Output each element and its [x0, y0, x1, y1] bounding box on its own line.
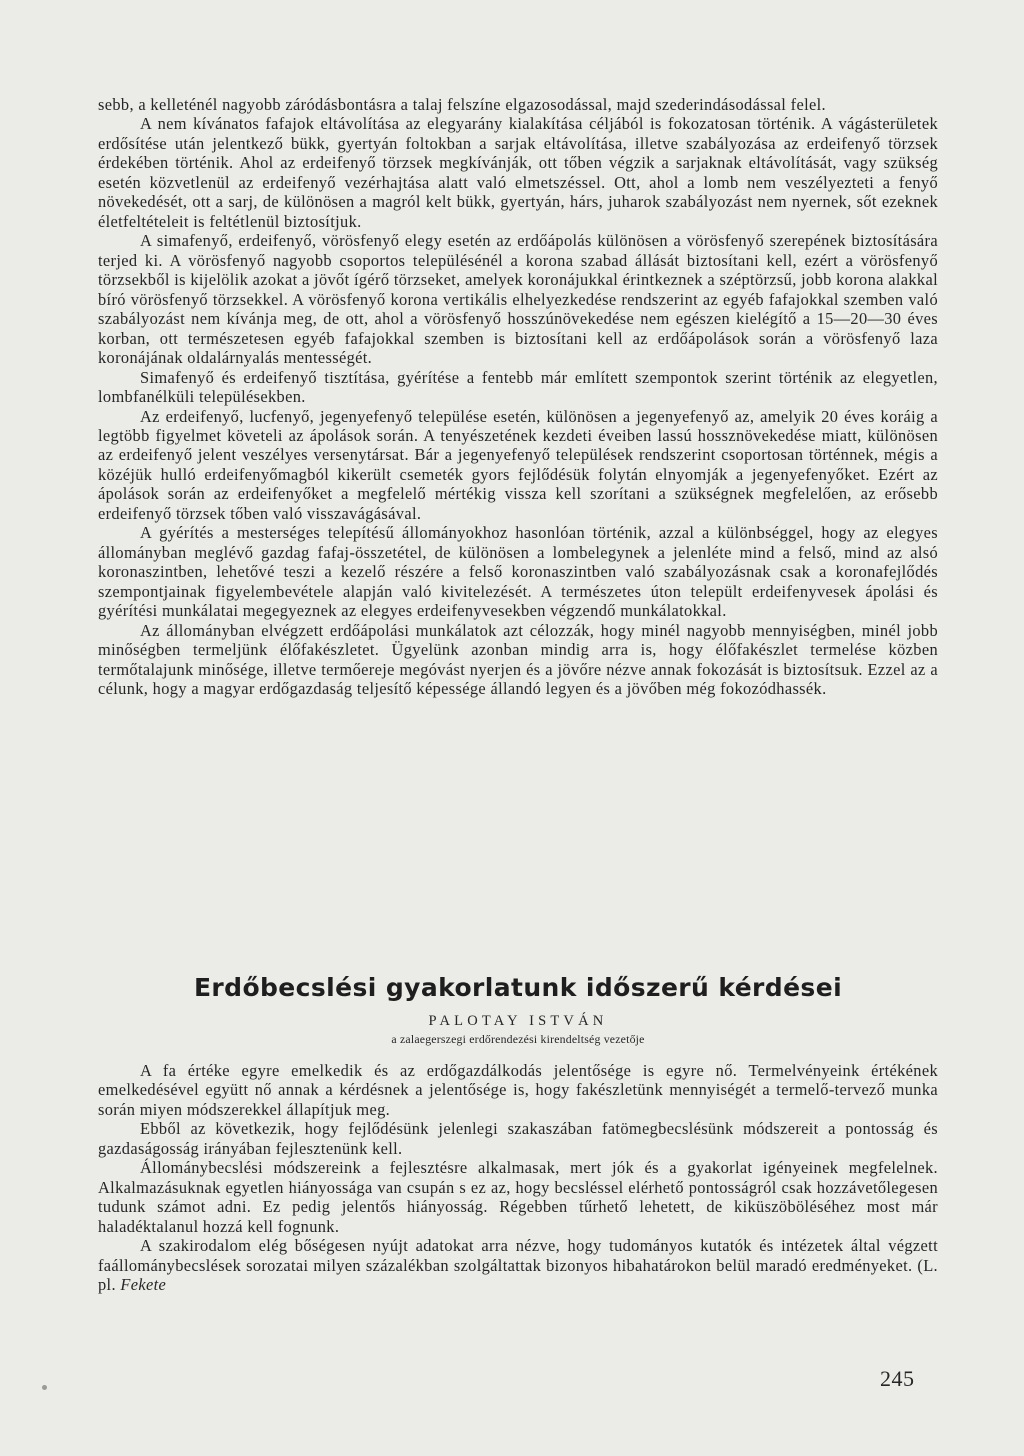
paragraph: A fa értéke egyre emelkedik és az erdőgazdálkodás jelentősége is egyre nő. Termelvényeink értékének emelkedésével együtt nő annak a kérdésnek a jelentősége is, hogy fakészletünk mennyiségét a termelő-tervező munka során miyen módszerekkel állapítjuk meg. [98, 1061, 938, 1119]
article-title: Erdőbecslési gyakorlatunk időszerű kérdései [193, 973, 843, 1002]
article-author: PALOTAY ISTVÁN [428, 1013, 608, 1029]
paragraph: A gyérítés a mesterséges telepítésű állományokhoz hasonlóan történik, azzal a különbséggel, hogy az elegyes állományban meglévő gazdag fafaj-összetétel, de különösen a lombelegynek a jelenléte mind a felső, mind az alsó koronaszintben, lehetővé teszi a kezelő részére a felső koronaszintben való szabályozásnak csak a koronafejlődés szempontjainak figyelembevétele alapján való kivitelezését. A természetes úton települt erdeifenyvesek ápolási és gyérítési munkálatai megegyeznek az elegyes erdeifenyvesekben végzendő munkálatokkal. [98, 523, 938, 621]
paragraph: sebb, a kelleténél nagyobb záródásbontásra a talaj felszíne elgazosodással, majd szederindásodással felel. [98, 95, 826, 114]
paragraph: Simafenyő és erdeifenyő tisztítása, gyérítése a fentebb már említett szempontok szerint történik az elegyetlen, lombfanélküli településekben. [98, 367, 938, 407]
paragraph: Az erdeifenyő, lucfenyő, jegenyefenyő települése esetén, különösen a jegenyefenyő az, amelyik 20 éves koráig a legtöbb figyelmet követeli az ápolások során. A tenyészetének kezdeti éveiben lassú hossznövekedése miatt, különösen az erdeifenyő jelent veszélyes versenytársat. Bár a jegenyefenyő települések rendszerint csoportosan történnek, mégis a közéjük hulló erdeifenyőmagból kikerült csemeték gyors fejlődésük folytán elnyomják a jegenyefenyőket. Ezért az ápolások során az erdeifenyőket a megfelelő mértékig vissza kell szorítani a szükségnek megfelelően, az erősebb erdeifenyő törzsek tőben való visszavágásával. [98, 406, 938, 523]
paragraph: A nem kívánatos fafajok eltávolítása az elegyarány kialakítása céljából is fokozatosan történik. A vágásterületek erdősítése után jelentkező bükk, gyertyán foltokban a sarjak eltávolítása, illetve szabályozása az erdeifenyő törzsek érdekében történik. Ahol az erdeifenyő törzsek megkívánják, ott tőben végzik a sarjaknak eltávolítását, vagy szükség esetén közvetlenül az erdeifenyő vezérhajtása alatt való elmetszéssel. Ott, ahol a lomb nem veszélyezteti a fenyő növekedését, ott a sarj, de különösen a magról kelt bükk, gyertyán, hárs, juharok szabályozást nem nyernek, sőt ezeknek életfeltételeit is feltétlenül biztosítjuk. [98, 114, 938, 231]
page-number: 245 [880, 1366, 915, 1391]
cited-author: Fekete [120, 1275, 167, 1295]
paragraph: Ebből az következik, hogy fejlődésünk jelenlegi szakaszában fatömegbecslésünk módszereit a pontosság és gazdaságosság irányában fejlesztenünk kell. [98, 1119, 938, 1158]
new-article-text [98, 1061, 938, 1295]
paragraph: Az állományban elvégzett erdőápolási munkálatok azt célozzák, hogy minél nagyobb mennyiségben, minél jobb minőségben termeljünk élőfakészletet. Ügyelünk azonban mindig arra is, hogy élőfakészlet termelése közben termőtalajunk minősége, illetve termőereje megóvást nyerjen és a jövőre nézve annak fokozását is biztosítsuk. Ezzel az a célunk, hogy a magyar erdőgazdaság teljesítő képessége állandó legyen és a jövőben még fokozódhassék. [98, 620, 938, 699]
scan-speck [42, 1385, 47, 1390]
paragraph: A szakirodalom elég bőségesen nyújt adatokat arra nézve, hogy tudományos kutatók és intézetek által végzett faállománybecslések sorozatai milyen százalékban szolgáltattak bizonyos hibahatárokon belül maradó eredményeket. (L. pl. Fekete [98, 1236, 938, 1295]
author-affiliation: a zalaegerszegi erdőrendezési kirendeltség vezetője [391, 1032, 645, 1046]
paragraph: Állománybecslési módszereink a fejlesztésre alkalmasak, mert jók és a gyakorlat igényeinek megfelelnek. Alkalmazásuknak egyetlen hiányossága van csupán s ez az, hogy becsléssel elérhető pontosságról csak hozzávetőlegesen tudunk számot adni. Ez pedig jelentős hiányosság. Régebben tűrhető lehetett, de kiküszöböléséhez most már haladéktalanul hozzá kell fognunk. [98, 1158, 938, 1236]
paragraph: A simafenyő, erdeifenyő, vörösfenyő elegy esetén az erdőápolás különösen a vörösfenyő szerepének biztosítására terjed ki. A vörösfenyő nagyobb csoportos településénél a korona szabad állását biztosítani kell, ezért a vörösfenyő törzsekből is kijelölik azokat a jövőt ígérő törzseket, amelyek koronájukkal érintkeznek a széptörzsű, jobb korona alakkal bíró vörösfenyő törzsekkel. A vörösfenyő korona vertikális elhelyezkedése rendszerint az egyéb fafajokkal szemben való szabályozást nem kívánja meg, de ott, ahol a vörösfenyő hosszúnövekedése nem egészen kielégítő a 15—20—30 éves korban, ott természetesen egyéb fafajokkal szemben is biztosítani kell az erdőápolások során a vörösfenyő laza koronájának oldalárnyalás mentességét. [98, 231, 938, 368]
continued-article-text [98, 95, 938, 699]
